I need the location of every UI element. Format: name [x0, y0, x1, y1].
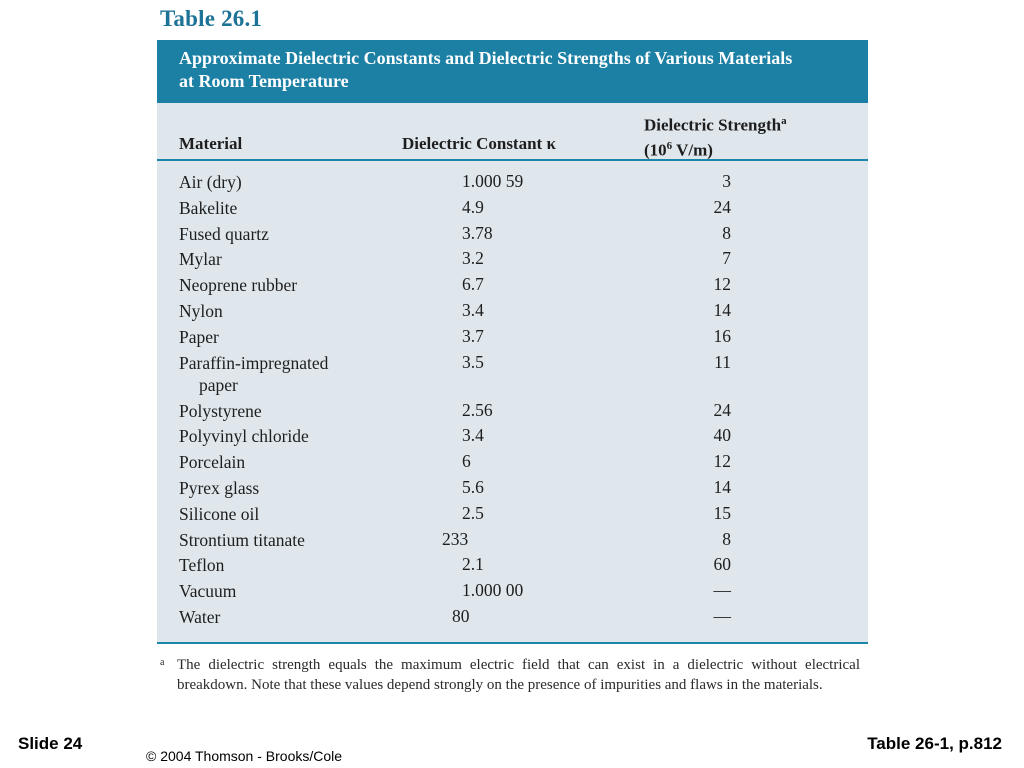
table-row: [157, 398, 868, 424]
cell-constant: 1.000 59: [462, 171, 524, 191]
header-strength-unit-open: (10: [644, 140, 667, 160]
cell-material: [179, 350, 399, 396]
slide-number: Slide 24: [18, 734, 83, 753]
cell-material: Air (dry): [179, 172, 242, 192]
cell-constant: 3.2: [462, 248, 484, 269]
cell-material-line-2: paper: [199, 374, 238, 395]
cell-material: Pyrex glass: [179, 477, 260, 498]
table-row: [157, 578, 868, 604]
table-row: [157, 449, 868, 475]
cell-strength: —: [713, 580, 731, 601]
cell-material: Vacuum: [179, 581, 237, 602]
header-strength-unit-exponent: 6: [666, 139, 673, 152]
cell-material: Paper: [179, 326, 219, 347]
table-row: [157, 298, 868, 324]
table-row: [157, 221, 868, 247]
cell-strength: —: [713, 605, 731, 626]
cell-material: Polystyrene: [179, 400, 262, 421]
footnote-mark: a: [160, 657, 165, 668]
table-row: [157, 423, 868, 449]
header-dielectric-strength: [644, 111, 787, 160]
cell-material: Bakelite: [179, 197, 238, 218]
caption-line-2: at Room Temperature: [179, 71, 349, 91]
cell-strength: 12: [713, 451, 731, 472]
cell-material: Mylar: [179, 249, 222, 270]
table-row: [157, 195, 868, 221]
cell-strength: 14: [713, 476, 731, 497]
table-reference: Table 26-1, p.812: [867, 734, 1002, 753]
cell-constant: 3.4: [462, 425, 484, 446]
cell-material: Silicone oil: [179, 503, 260, 524]
caption-line-1: Approximate Dielectric Constants and Dielectric Strengths of Various Materials: [179, 48, 793, 68]
table-row: [157, 246, 868, 272]
header-dielectric-constant: Dielectric Constant κ: [402, 134, 556, 153]
cell-strength: 15: [713, 502, 731, 523]
table-row: [157, 552, 868, 578]
header-material: Material: [179, 134, 243, 153]
table-footnote: [160, 656, 860, 695]
cell-constant: 5.6: [462, 476, 484, 497]
cell-material: Neoprene rubber: [179, 275, 298, 296]
cell-strength: 7: [722, 248, 731, 269]
table-row: [157, 501, 868, 527]
cell-strength: 60: [713, 554, 731, 575]
cell-material: Polyvinyl chloride: [179, 426, 309, 447]
footnote-text: The dielectric strength equals the maximum electric field that can exist in a dielectric without electrical breakdown. Note that these values depend strongly on the presence of impurities and flaws in the materials.: [177, 657, 860, 693]
cell-strength: 16: [713, 325, 731, 346]
cell-constant: 4.9: [462, 196, 484, 217]
table-row: [157, 272, 868, 298]
cell-strength: 14: [713, 299, 731, 320]
table-row: [157, 475, 868, 501]
cell-strength: 12: [713, 274, 731, 295]
cell-constant: 1.000 00: [462, 580, 524, 601]
cell-constant: 3.7: [462, 325, 484, 346]
cell-material-line-1: Paraffin-impregnated: [179, 352, 329, 373]
cell-material: Water: [179, 606, 221, 627]
table-row: [157, 604, 868, 630]
table-row: [157, 350, 868, 398]
dielectric-table: [157, 40, 868, 644]
table-number: Table 26.1: [160, 6, 263, 31]
cell-material: Nylon: [179, 300, 223, 321]
table-row: [157, 169, 868, 195]
cell-material: Teflon: [179, 555, 225, 576]
table-caption: [157, 40, 868, 103]
cell-strength: 40: [713, 425, 731, 446]
cell-constant: 6.7: [462, 274, 484, 295]
header-strength-unit-close: V/m): [672, 140, 713, 160]
cell-constant: 3.4: [462, 299, 484, 320]
cell-material: Porcelain: [179, 452, 246, 473]
cell-constant: 6: [462, 451, 471, 472]
table-row: [157, 527, 868, 553]
cell-constant: 3.78: [462, 222, 493, 243]
cell-strength: 11: [714, 351, 731, 372]
header-strength-label: Dielectric Strength: [644, 115, 782, 135]
cell-strength: 24: [713, 196, 731, 217]
cell-constant: 80: [452, 605, 470, 626]
cell-constant: 2.5: [462, 502, 484, 523]
cell-strength: 3: [722, 171, 731, 191]
cell-strength: 8: [722, 222, 731, 243]
header-strength-footnote-mark: a: [781, 115, 787, 127]
table-header-row: [157, 103, 868, 161]
table-row: [157, 324, 868, 350]
cell-constant: 2.56: [462, 399, 493, 420]
cell-constant: 3.5: [462, 351, 484, 372]
cell-constant: 2.1: [462, 554, 484, 575]
copyright-notice: © 2004 Thomson - Brooks/Cole: [146, 748, 343, 764]
cell-material: Strontium titanate: [179, 529, 305, 550]
cell-strength: 8: [722, 528, 731, 549]
cell-constant: 233: [442, 528, 469, 549]
cell-strength: 24: [713, 399, 731, 420]
cell-material: Fused quartz: [179, 223, 269, 244]
table-body: [157, 169, 868, 630]
